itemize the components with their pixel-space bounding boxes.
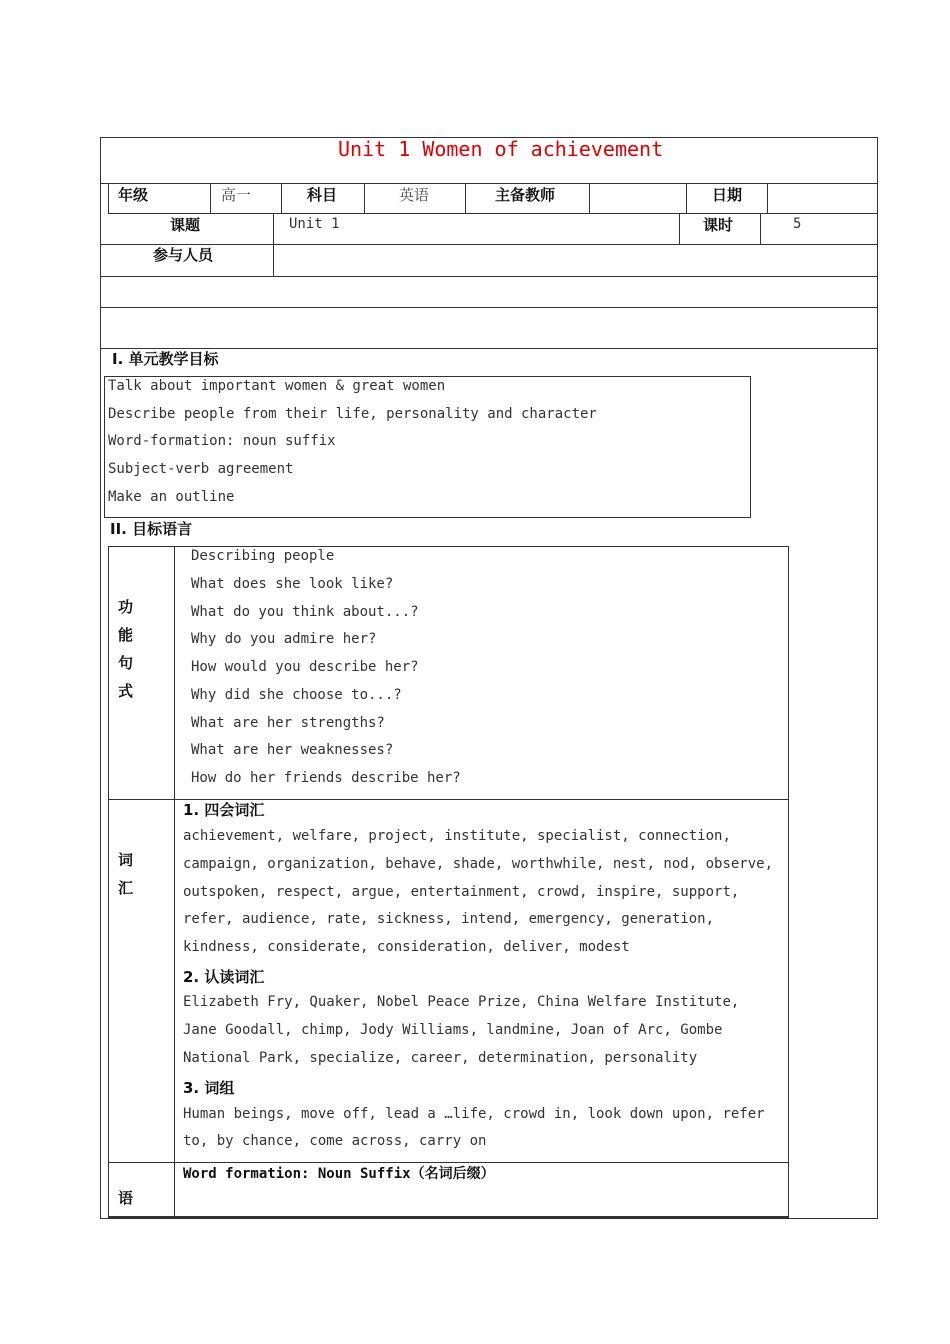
- objective-item: Describe people from their life, personality and character: [108, 406, 597, 422]
- vocab-label-char: 词: [118, 851, 134, 869]
- divider: [686, 183, 687, 214]
- objective-item: Talk about important women & great women: [108, 378, 446, 394]
- topic-value: Unit 1: [289, 216, 340, 232]
- divider: [273, 214, 274, 276]
- functions-label-char: 功: [118, 598, 134, 616]
- vocab-line: kindness, considerate, consideration, deliver, modest: [183, 939, 630, 955]
- function-line: Describing people: [191, 548, 335, 564]
- participants-label: 参与人员: [153, 246, 214, 264]
- period-value: 5: [793, 216, 802, 232]
- vocab-sub1-title: 1. 四会词汇: [183, 801, 265, 819]
- divider: [210, 183, 211, 214]
- divider: [364, 183, 365, 214]
- function-line: What are her weaknesses?: [191, 742, 394, 758]
- vocab-line: Human beings, move off, lead a …life, crowd in, look down upon, refer: [183, 1106, 765, 1122]
- vocab-sub2-title: 2. 认读词汇: [183, 968, 265, 986]
- divider: [281, 183, 282, 214]
- divider: [100, 307, 878, 308]
- divider: [174, 546, 175, 1218]
- section2-heading: II. 目标语言: [110, 520, 193, 538]
- function-line: What do you think about...?: [191, 604, 419, 620]
- divider: [108, 1216, 789, 1217]
- vocab-line: achievement, welfare, project, institute, specialist, connection,: [183, 828, 731, 844]
- divider: [679, 214, 680, 244]
- vocab-line: Elizabeth Fry, Quaker, Nobel Peace Prize, China Welfare Institute,: [183, 994, 740, 1010]
- vocab-label-char: 汇: [118, 879, 134, 897]
- divider: [465, 183, 466, 214]
- date-label: 日期: [712, 186, 743, 204]
- function-line: How do her friends describe her?: [191, 770, 461, 786]
- objective-item: Subject-verb agreement: [108, 461, 294, 477]
- functions-label-char: 句: [118, 654, 134, 672]
- vocab-sub3-title: 3. 词组: [183, 1079, 235, 1097]
- vocab-line: National Park, specialize, career, determination, personality: [183, 1050, 698, 1066]
- teacher-label: 主备教师: [495, 186, 556, 204]
- objective-item: Word-formation: noun suffix: [108, 433, 336, 449]
- divider: [100, 244, 878, 245]
- grammar-label-char: 语: [118, 1189, 134, 1207]
- functions-label-char: 式: [118, 682, 134, 700]
- function-line: What are her strengths?: [191, 715, 385, 731]
- functions-label-char: 能: [118, 626, 134, 644]
- vocab-line: campaign, organization, behave, shade, worthwhile, nest, nod, observe,: [183, 856, 774, 872]
- vocab-line: refer, audience, rate, sickness, intend, emergency, generation,: [183, 911, 715, 927]
- objective-item: Make an outline: [108, 489, 235, 505]
- function-line: Why did she choose to...?: [191, 687, 402, 703]
- divider: [767, 183, 768, 214]
- function-line: Why do you admire her?: [191, 631, 377, 647]
- function-line: What does she look like?: [191, 576, 394, 592]
- period-label: 课时: [703, 216, 734, 234]
- vocab-line: Jane Goodall, chimp, Jody Williams, landmine, Joan of Arc, Gombe: [183, 1022, 723, 1038]
- grade-value: 高一: [221, 186, 252, 204]
- divider: [760, 214, 761, 244]
- divider: [100, 276, 878, 277]
- divider: [589, 183, 590, 214]
- vocab-line: to, by chance, come across, carry on: [183, 1133, 487, 1149]
- section1-heading: Ⅰ. 单元教学目标: [112, 350, 219, 368]
- page-title: Unit 1 Women of achievement: [338, 137, 664, 161]
- grade-label: 年级: [118, 186, 149, 204]
- function-line: How would you describe her?: [191, 659, 419, 675]
- subject-label: 科目: [307, 186, 338, 204]
- vocab-line: outspoken, respect, argue, entertainment, crowd, inspire, support,: [183, 884, 740, 900]
- topic-label: 课题: [170, 216, 201, 234]
- grammar-line: Word formation: Noun Suffix（名词后缀）: [183, 1166, 495, 1182]
- subject-value: 英语: [399, 186, 430, 204]
